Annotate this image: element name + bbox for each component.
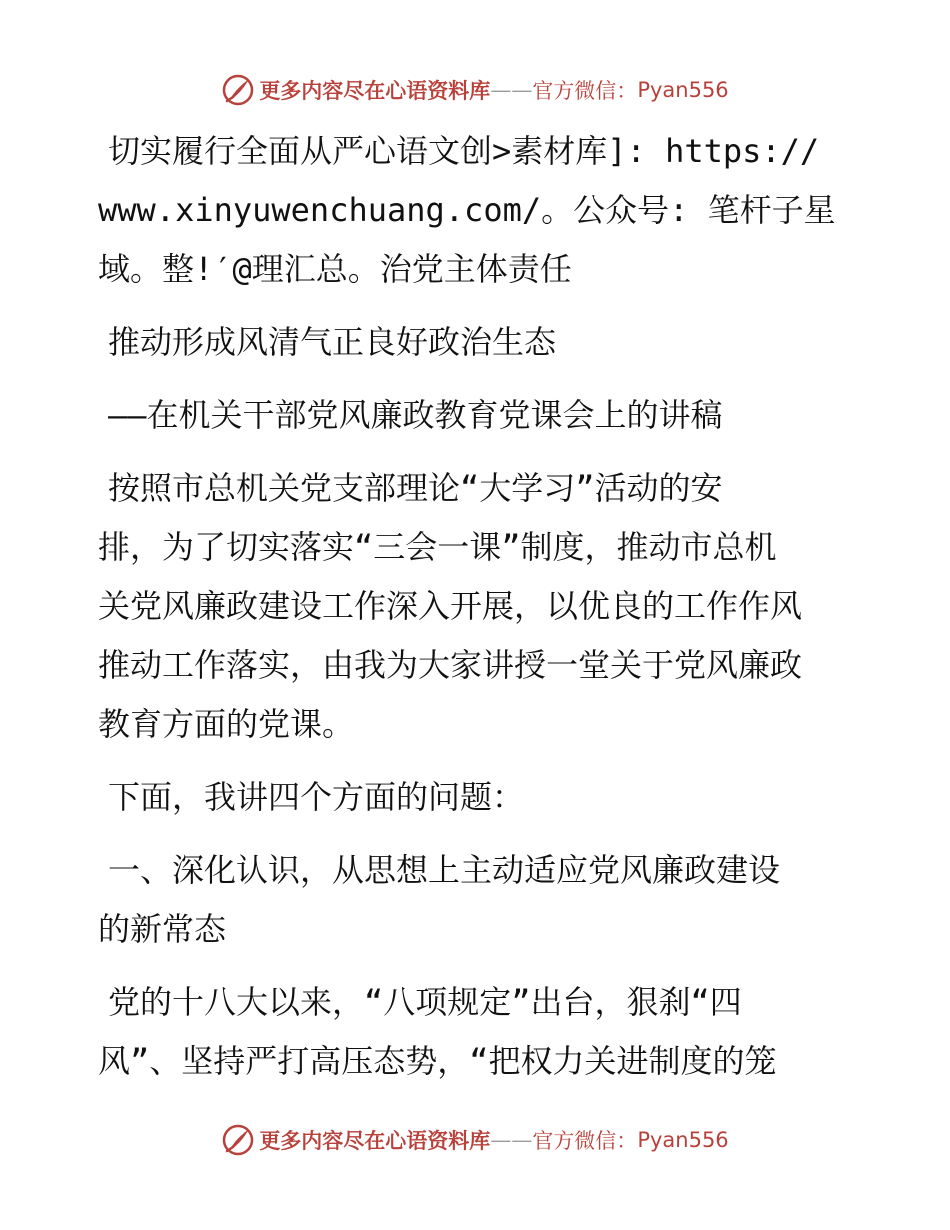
quill-pen-logo-icon bbox=[221, 1123, 255, 1157]
banner-text: 更多内容尽在心语资料库 bbox=[259, 1128, 491, 1153]
quill-pen-logo-icon bbox=[221, 73, 255, 107]
banner-separator: —— bbox=[490, 1128, 533, 1152]
section-one-paragraph-line-2: 风”、坚持严打高压态势，“把权力关进制度的笼 bbox=[98, 1042, 777, 1080]
occasion-line: ——在机关干部党风廉政教育党课会上的讲稿 bbox=[108, 396, 723, 434]
header-banner bbox=[0, 70, 950, 110]
section-one-paragraph-line-1: 党的十八大以来，“八项规定”出台，狠刹“四 bbox=[108, 983, 742, 1021]
intro-line-5: 教育方面的党课。 bbox=[98, 705, 355, 743]
section-one-heading-line-1: 一、深化认识，从思想上主动适应党风廉政建设 bbox=[108, 851, 781, 889]
title-line-1: 切实履行全面从严心语文创>素材库]: https:// bbox=[108, 132, 820, 170]
banner-separator: —— bbox=[490, 78, 533, 102]
intro-line-4: 推动工作落实，由我为大家讲授一堂关于党风廉政 bbox=[98, 646, 803, 684]
title-line-3: 域。整!′@理汇总。治党主体责任 bbox=[98, 250, 572, 288]
outline-intro: 下面，我讲四个方面的问题： bbox=[108, 778, 525, 816]
footer-banner bbox=[0, 1120, 950, 1160]
banner-wechat-id: Pyan556 bbox=[637, 1128, 729, 1152]
banner-wechat-id: Pyan556 bbox=[637, 78, 729, 102]
title-line-2: www.xinyuwenchuang.com/。公众号: 笔杆子星 bbox=[98, 191, 836, 229]
intro-line-3: 关党风廉政建设工作深入开展，以优良的工作作风 bbox=[98, 587, 803, 625]
intro-line-1: 按照市总机关党支部理论“大学习”活动的安 bbox=[108, 469, 723, 507]
subtitle: 推动形成风清气正良好政治生态 bbox=[108, 323, 557, 361]
banner-wechat-label: 官方微信： bbox=[532, 1129, 638, 1153]
section-one-heading-line-2: 的新常态 bbox=[98, 910, 227, 948]
document-body bbox=[98, 122, 858, 1091]
banner-text: 更多内容尽在心语资料库 bbox=[259, 78, 491, 103]
banner-wechat-label: 官方微信： bbox=[532, 79, 638, 103]
intro-line-2: 排，为了切实落实“三会一课”制度，推动市总机 bbox=[98, 528, 777, 566]
